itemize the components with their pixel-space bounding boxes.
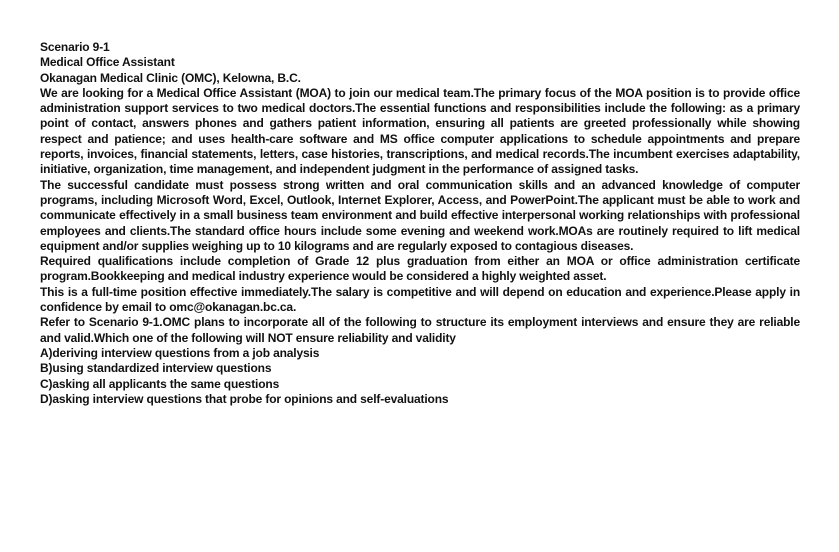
job-description-paragraph: We are looking for a Medical Office Assistant (MOA) to join our medical team.The primary focus of the MOA position is to provide office administration support services to two medical doctors.The essential functions and responsibilities include the following: as a primary point of contact, answers phones and gathers patient information, ensuring all patients are greeted professionally while showing respect and patience; and uses health-care software and MS office computer applications to schedule appointments and prepare reports, invoices, financial statements, letters, case histories, transcriptions, and medical records.The incumbent exercises adaptability, initiative, organization, time management, and independent judgment in the performance of assigned tasks.	[40, 85, 800, 177]
position-details-paragraph: This is a full-time position effective immediately.The salary is competitive and will depend on education and experience.Please apply in confidence by email to omc@okanagan.bc.ca.	[40, 284, 800, 315]
qualifications-paragraph: Required qualifications include completion of Grade 12 plus graduation from either an MOA or office administration certificate program.Bookkeeping and medical industry experience would be considered a highly weighted asset.	[40, 254, 800, 284]
scenario-label: Scenario 9-1	[40, 40, 110, 54]
option-b: B)using standardized interview questions	[40, 361, 272, 376]
requirements-paragraph: The successful candidate must possess strong written and oral communication skills and an advanced knowledge of computer programs, including Microsoft Word, Excel, Outlook, Internet Explorer, Access, and PowerPoint.The applicant must be able to work and communicate effectively in a small business team environment and build effective interpersonal working relationships with professional employees and clients.The standard office hours include some evening and weekend work.MOAs are routinely required to lift medical equipment and/or supplies weighing up to 10 kilograms and are regularly exposed to contagious diseases.	[40, 177, 800, 253]
answer-options	[40, 346, 800, 407]
option-d: D)asking interview questions that probe for opinions and self-evaluations	[40, 391, 449, 406]
option-a: A)deriving interview questions from a job analysis	[40, 345, 320, 360]
job-title: Medical Office Assistant	[40, 55, 175, 70]
option-c: C)asking all applicants the same questions	[40, 376, 280, 391]
question-text: Refer to Scenario 9-1.OMC plans to incorporate all of the following to structure its employment interviews and ensure they are reliable and valid.Which one of the following will NOT ensure reliability and validity	[40, 315, 800, 345]
document	[40, 40, 800, 407]
employer-name: Okanagan Medical Clinic (OMC), Kelowna, B.C.	[40, 70, 301, 85]
